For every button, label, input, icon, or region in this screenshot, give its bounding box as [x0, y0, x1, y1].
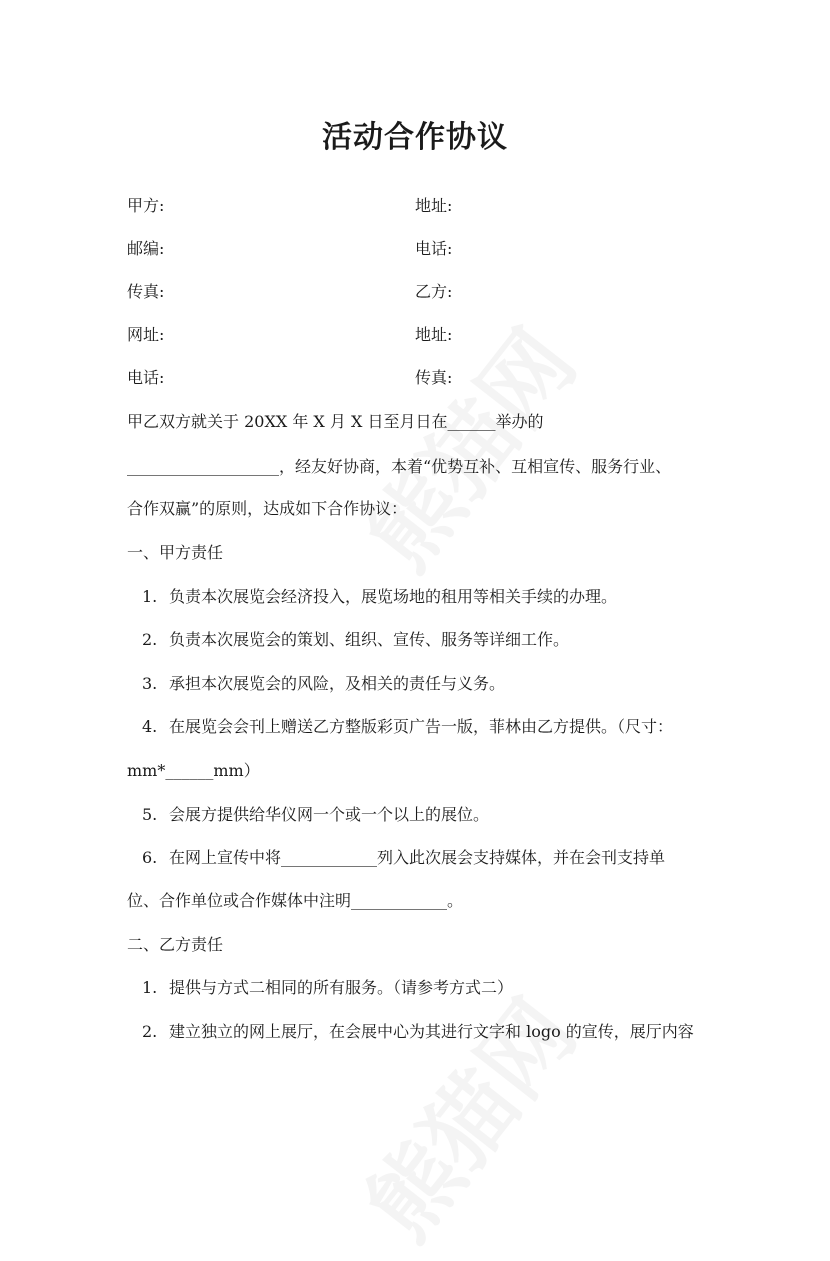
clause-number: 5. — [142, 805, 158, 824]
clause-number: 6. — [142, 848, 158, 867]
watermark — [331, 969, 600, 1261]
clause-item — [142, 629, 569, 651]
clause-number: 2. — [142, 630, 158, 649]
website-label: 网址: — [127, 325, 165, 344]
clause-text: 在网上宣传中将____________列入此次展会支持媒体，并在会刊支持单 — [169, 848, 666, 867]
clause-text: 负责本次展览会的策划、组织、宣传、服务等详细工作。 — [169, 630, 570, 649]
phone-label: 电话: — [127, 368, 165, 387]
clause-text: 负责本次展览会经济投入，展览场地的租用等相关手续的办理。 — [169, 587, 618, 606]
intro-line: ___________________，经友好协商，本着“优势互补、互相宣传、服务行业、 — [127, 457, 672, 476]
clause-number: 1. — [142, 587, 158, 606]
clause-number: 4. — [142, 717, 158, 736]
phone-label: 电话: — [415, 239, 453, 258]
clause-item — [142, 804, 489, 826]
clause-item — [142, 716, 673, 738]
intro-line: 甲乙双方就关于 20XX 年 X 月 X 日至月日在______举办的 — [127, 412, 544, 431]
intro-line: 合作双赢”的原则，达成如下合作协议： — [127, 499, 408, 518]
clause-item — [142, 977, 513, 999]
clause-text: 在展览会会刊上赠送乙方整版彩页广告一版，菲林由乙方提供。（尺寸： — [169, 717, 674, 736]
clause-continuation: 位、合作单位或合作媒体中注明____________。 — [127, 891, 464, 910]
clause-number: 1. — [142, 978, 158, 997]
clause-continuation: mm*______mm） — [127, 761, 260, 780]
section-heading: 二、乙方责任 — [127, 935, 224, 954]
clause-item — [142, 673, 505, 695]
clause-number: 2. — [142, 1022, 158, 1041]
clause-item — [142, 847, 665, 869]
clause-number: 3. — [142, 674, 158, 693]
party-a-label: 甲方: — [127, 196, 165, 215]
section-heading: 一、甲方责任 — [127, 543, 224, 562]
watermark — [331, 299, 600, 592]
clause-text: 提供与方式二相同的所有服务。（请参考方式二） — [169, 978, 514, 997]
address-label: 地址: — [415, 325, 453, 344]
fax-label: 传真: — [127, 282, 165, 301]
clause-text: 承担本次展览会的风险，及相关的责任与义务。 — [169, 674, 506, 693]
clause-text: 会展方提供给华仪网一个或一个以上的展位。 — [169, 805, 490, 824]
clause-item — [142, 1021, 694, 1043]
clause-text: 建立独立的网上展厅，在会展中心为其进行文字和 logo 的宣传，展厅内容 — [169, 1022, 694, 1041]
fax-label: 传真: — [415, 368, 453, 387]
clause-item — [142, 586, 617, 608]
party-b-label: 乙方: — [415, 282, 453, 301]
address-label: 地址: — [415, 196, 453, 215]
postcode-label: 邮编: — [127, 239, 165, 258]
document-title: 活动合作协议 — [322, 120, 508, 155]
